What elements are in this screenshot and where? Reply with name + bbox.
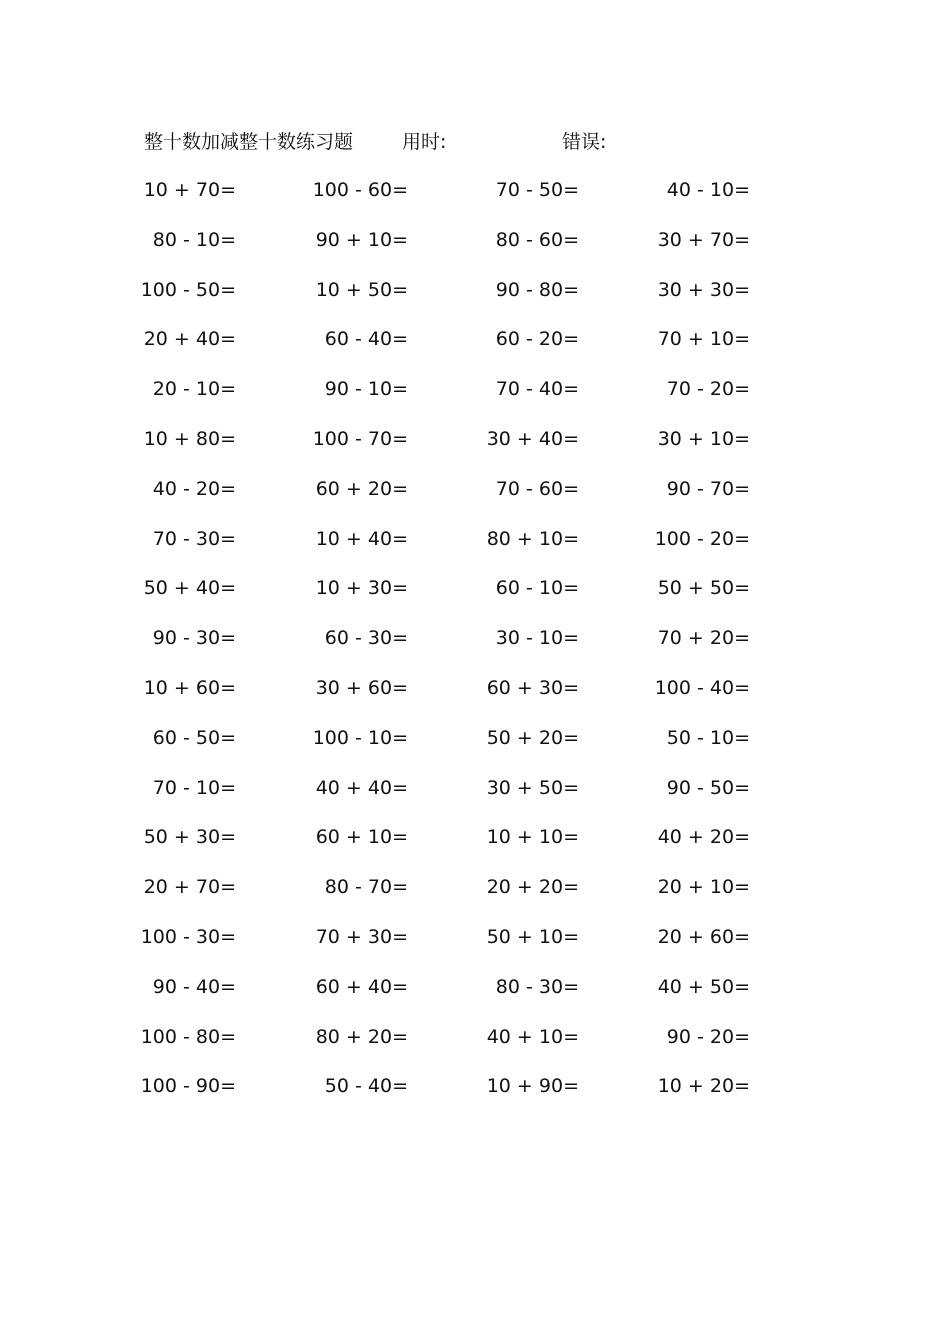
math-problem: 100 - 10=	[312, 726, 408, 749]
problem-row	[0, 325, 950, 375]
math-problem: 40 + 20=	[657, 826, 750, 849]
math-problem: 40 + 40=	[315, 776, 408, 799]
problem-row	[0, 1072, 950, 1122]
problem-row	[0, 873, 950, 923]
problem-grid	[0, 176, 950, 1122]
math-problem: 40 - 20=	[152, 477, 236, 500]
math-problem: 80 + 10=	[486, 527, 579, 550]
math-problem: 10 + 60=	[143, 676, 236, 699]
math-problem: 90 - 70=	[666, 477, 750, 500]
math-problem: 100 - 30=	[140, 925, 236, 948]
math-problem: 10 + 50=	[315, 278, 408, 301]
errors-label: 错误:	[562, 131, 607, 153]
math-problem: 100 - 70=	[312, 427, 408, 450]
problem-row	[0, 774, 950, 824]
math-problem: 60 - 20=	[495, 328, 579, 351]
math-problem: 100 - 20=	[654, 527, 750, 550]
math-problem: 100 - 90=	[140, 1075, 236, 1098]
math-problem: 80 - 30=	[495, 975, 579, 998]
math-problem: 70 + 20=	[657, 627, 750, 650]
math-problem: 60 - 40=	[324, 328, 408, 351]
math-problem: 10 + 30=	[315, 577, 408, 600]
math-problem: 10 + 90=	[486, 1075, 579, 1098]
math-problem: 70 - 20=	[666, 378, 750, 401]
math-problem: 100 - 50=	[140, 278, 236, 301]
problem-row	[0, 674, 950, 724]
problem-row	[0, 525, 950, 575]
math-problem: 60 + 30=	[486, 676, 579, 699]
math-problem: 20 + 10=	[657, 876, 750, 899]
math-problem: 30 + 60=	[315, 676, 408, 699]
problem-row	[0, 724, 950, 774]
math-problem: 70 + 30=	[315, 925, 408, 948]
math-problem: 70 - 40=	[495, 378, 579, 401]
math-problem: 30 + 40=	[486, 427, 579, 450]
math-problem: 90 - 50=	[666, 776, 750, 799]
problem-row	[0, 923, 950, 973]
math-problem: 10 + 70=	[143, 179, 236, 201]
math-problem: 90 - 20=	[666, 1025, 750, 1048]
problem-row	[0, 1023, 950, 1073]
problem-row	[0, 375, 950, 425]
math-problem: 50 + 10=	[486, 925, 579, 948]
math-problem: 30 - 10=	[495, 627, 579, 650]
math-problem: 60 - 10=	[495, 577, 579, 600]
time-used-label: 用时:	[402, 131, 447, 153]
problem-row	[0, 823, 950, 873]
math-problem: 100 - 40=	[654, 676, 750, 699]
math-problem: 90 - 80=	[495, 278, 579, 301]
math-problem: 10 + 10=	[486, 826, 579, 849]
math-problem: 90 + 10=	[315, 228, 408, 251]
math-problem: 70 - 60=	[495, 477, 579, 500]
math-problem: 20 - 10=	[152, 378, 236, 401]
problem-row	[0, 624, 950, 674]
problem-row	[0, 973, 950, 1023]
math-problem: 40 + 10=	[486, 1025, 579, 1048]
math-problem: 20 + 40=	[143, 328, 236, 351]
math-problem: 40 + 50=	[657, 975, 750, 998]
math-problem: 80 - 60=	[495, 228, 579, 251]
math-problem: 90 - 30=	[152, 627, 236, 650]
math-problem: 70 + 10=	[657, 328, 750, 351]
math-problem: 50 + 20=	[486, 726, 579, 749]
problem-row	[0, 276, 950, 326]
math-problem: 50 - 10=	[666, 726, 750, 749]
math-problem: 20 + 70=	[143, 876, 236, 899]
math-problem: 50 + 40=	[143, 577, 236, 600]
math-problem: 20 + 60=	[657, 925, 750, 948]
math-problem: 30 + 70=	[657, 228, 750, 251]
math-problem: 90 - 10=	[324, 378, 408, 401]
math-problem: 50 + 30=	[143, 826, 236, 849]
math-problem: 100 - 60=	[312, 179, 408, 201]
problem-row	[0, 425, 950, 475]
problem-row	[0, 475, 950, 525]
math-problem: 50 + 50=	[657, 577, 750, 600]
math-problem: 10 + 40=	[315, 527, 408, 550]
math-problem: 80 - 70=	[324, 876, 408, 899]
math-problem: 80 - 10=	[152, 228, 236, 251]
problem-row	[0, 176, 950, 226]
math-problem: 10 + 80=	[143, 427, 236, 450]
math-problem: 100 - 80=	[140, 1025, 236, 1048]
math-problem: 60 + 20=	[315, 477, 408, 500]
math-problem: 60 - 30=	[324, 627, 408, 650]
math-problem: 60 + 40=	[315, 975, 408, 998]
math-problem: 20 + 20=	[486, 876, 579, 899]
math-problem: 90 - 40=	[152, 975, 236, 998]
math-problem: 80 + 20=	[315, 1025, 408, 1048]
math-problem: 60 + 10=	[315, 826, 408, 849]
math-problem: 70 - 10=	[152, 776, 236, 799]
math-problem: 50 - 40=	[324, 1075, 408, 1098]
math-problem: 70 - 50=	[495, 179, 579, 201]
math-problem: 10 + 20=	[657, 1075, 750, 1098]
math-problem: 30 + 30=	[657, 278, 750, 301]
math-problem: 40 - 10=	[666, 179, 750, 201]
math-problem: 60 - 50=	[152, 726, 236, 749]
problem-row	[0, 226, 950, 276]
problem-row	[0, 574, 950, 624]
math-problem: 30 + 10=	[657, 427, 750, 450]
math-problem: 30 + 50=	[486, 776, 579, 799]
worksheet-title: 整十数加减整十数练习题	[144, 131, 354, 153]
math-problem: 70 - 30=	[152, 527, 236, 550]
